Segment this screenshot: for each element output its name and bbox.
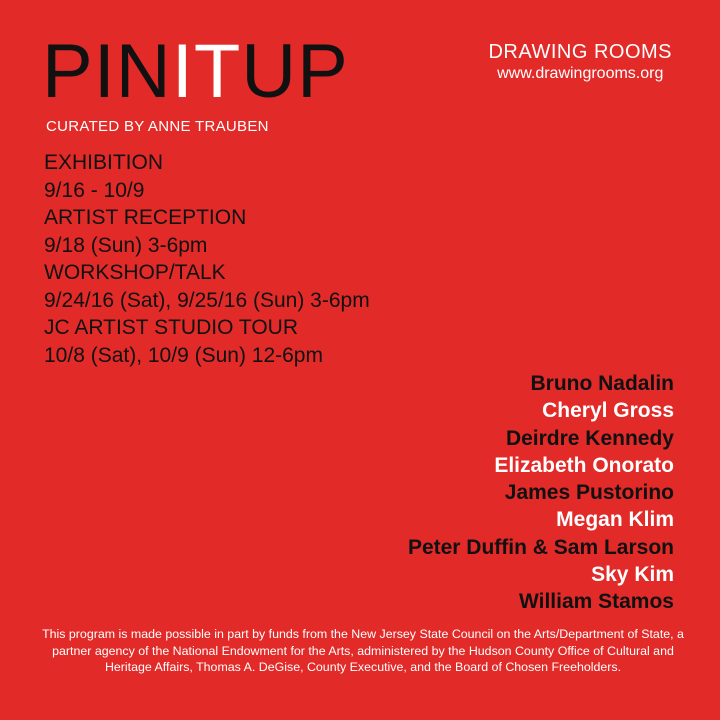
artist-name: Bruno Nadalin (530, 372, 674, 395)
artist-name: James Pustorino (504, 481, 674, 505)
funding-credit: This program is made possible in part by funds from the New Jersey State Council on the Arts/Department of State, a partner agency of the National Endowment for the Arts, administered by the Hudson County Office of Cultural and Heritage Affairs, Thomas A. DeGise, County Executive, and the Board of Chosen Freeholders. (42, 627, 684, 674)
artist-name: Peter Duffin & Sam Larson (407, 535, 674, 559)
schedule-list (44, 149, 370, 369)
schedule-exhibition-label: EXHIBITION (44, 151, 164, 174)
schedule-exhibition-dates: 9/16 - 10/9 (44, 178, 145, 202)
venue-url: www.drawingrooms.org (497, 65, 664, 82)
schedule-workshop-dates: 9/24/16 (Sat), 9/25/16 (Sun) 3-6pm (44, 288, 370, 312)
schedule-tour-label: JC ARTIST STUDIO TOUR (44, 316, 298, 339)
artist-name: Deirdre Kennedy (505, 426, 674, 450)
artist-list (408, 370, 674, 616)
title-up: UP (241, 29, 349, 114)
exhibition-title (42, 29, 349, 114)
artist-name: Cheryl Gross (542, 399, 674, 423)
venue-block (488, 40, 672, 84)
artist-name: Megan Klim (556, 508, 674, 532)
venue-name: DRAWING ROOMS (488, 41, 672, 63)
schedule-reception-label: ARTIST RECEPTION (44, 206, 247, 229)
artist-name: William Stamos (518, 590, 674, 614)
artist-name: Sky Kim (591, 563, 674, 587)
schedule-workshop-label: WORKSHOP/TALK (44, 261, 226, 284)
title-it: IT (171, 29, 242, 114)
artist-name: Elizabeth Onorato (494, 453, 674, 477)
schedule-tour-dates: 10/8 (Sat), 10/9 (Sun) 12-6pm (44, 343, 323, 367)
title-pin: PIN (42, 29, 172, 114)
curator-credit: CURATED BY ANNE TRAUBEN (46, 118, 269, 135)
schedule-reception-dates: 9/18 (Sun) 3-6pm (44, 233, 208, 257)
